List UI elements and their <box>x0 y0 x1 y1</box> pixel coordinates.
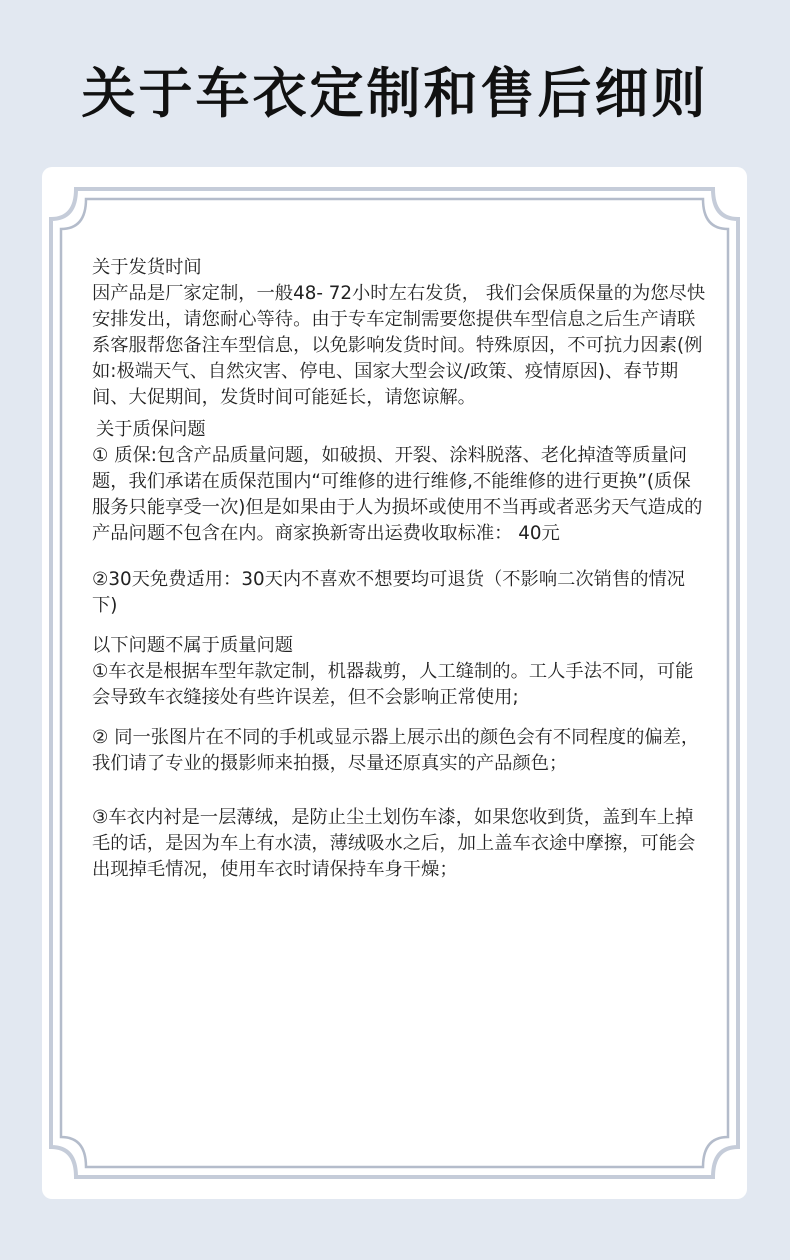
warranty-heading: 关于质保问题 <box>96 419 206 440</box>
page-title: 关于车衣定制和售后细则 <box>81 62 709 125</box>
shipping-body: 因产品是厂家定制，一般48- 72小时左右发货， 我们会保质保量的为您尽快安排发出，请您耐心等待。由于专车定制需要您提供车型信息之后生产请联系客服帮您备注车型信息，以免影响发货时间。特殊原因，不可抗力因素(例如:极端天气、自然灾害、停电、国家大型会议/政策、疫情原因)、春节期间、大促期间，发货时间可能延长，请您谅解。 <box>92 283 706 408</box>
non-quality-item-1: ①车衣是根据车型年款定制，机器裁剪，人工缝制的。工人手法不同，可能会导致车衣缝接处有些许误差，但不会影响正常使用; <box>92 661 694 708</box>
non-quality-heading: 以下问题不属于质量问题 <box>92 635 294 656</box>
non-quality-item-2: ② 同一张图片在不同的手机或显示器上展示出的颜色会有不同程度的偏差，我们请了专业的摄影师来拍摄，尽量还原真实的产品颜色； <box>92 727 700 774</box>
warranty-item-1: ① 质保:包含产品质量问题，如破损、开裂、涂料脱落、老化掉渣等质量问题，我们承诺在质保范围内“可维修的进行维修,不能维修的进行更换”(质保服务只能享受一次)但是如果由于人为损坏或使用不当再或者恶劣天气造成的产品问题不包含在内。商家换新寄出运费收取标准： 40元 <box>92 445 703 544</box>
content-body <box>92 255 707 883</box>
content-card <box>42 167 747 1199</box>
shipping-heading: 关于发货时间 <box>92 257 202 278</box>
non-quality-item-3: ③车衣内衬是一层薄绒，是防止尘土划伤车漆，如果您收到货，盖到车上掉毛的话，是因为车上有水渍，薄绒吸水之后，加上盖车衣途中摩擦，可能会出现掉毛情况，使用车衣时请保持车身干燥； <box>92 807 696 880</box>
warranty-item-2: ②30天免费适用：30天内不喜欢不想要均可退货（不影响二次销售的情况下) <box>92 569 686 616</box>
